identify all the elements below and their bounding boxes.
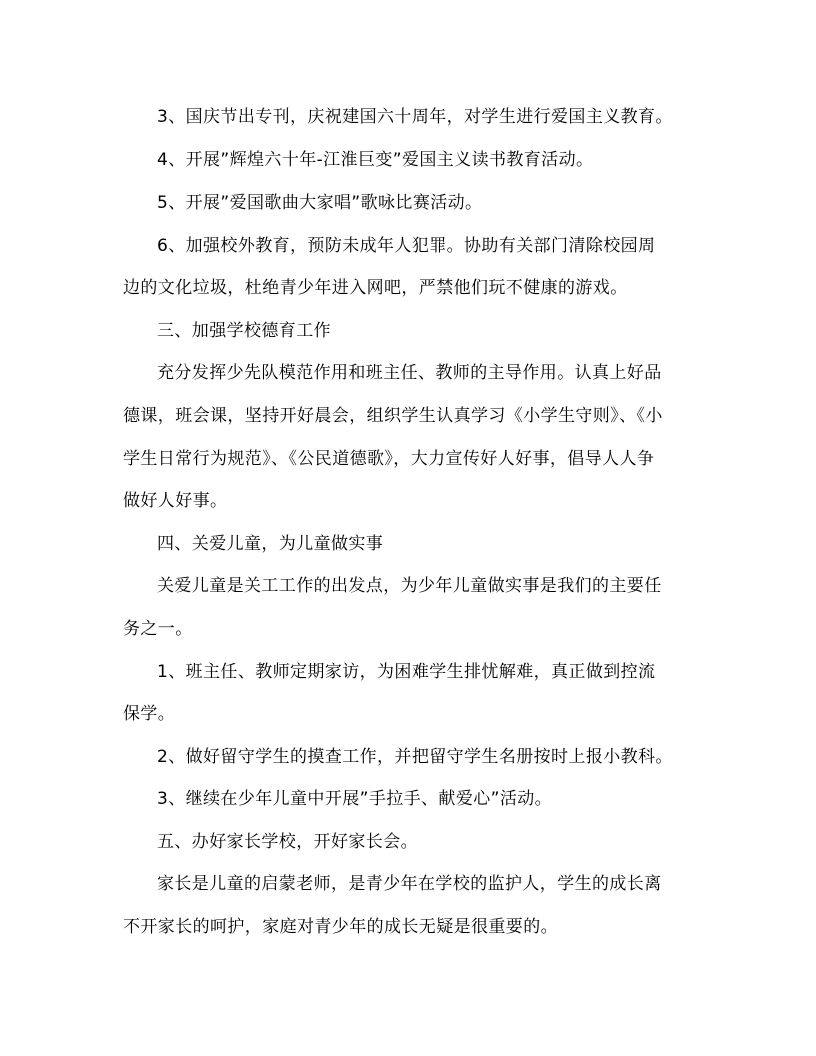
paragraph-care-children-line-1: 关爱儿童是关工工作的出发点，为少年儿童做实事是我们的主要任: [157, 576, 662, 596]
paragraph-moral-education-line-3: 学生日常行为规范》、《公民道德歌》，大力宣传好人好事，倡导人人争: [123, 449, 655, 469]
paragraph-parents-line-1: 家长是儿童的启蒙老师，是青少年在学校的监护人，学生的成长离: [157, 874, 662, 894]
paragraph-item-5-singing-contest: 5、开展”爱国歌曲大家唱”歌咏比赛活动。: [157, 193, 483, 213]
section-heading-4: 四、关爱儿童，为儿童做实事: [157, 534, 384, 554]
paragraph-item-4-reading-activity: 4、开展”辉煌六十年-江淮巨变”爱国主义读书教育活动。: [157, 150, 594, 170]
paragraph-moral-education-line-2: 德课，班会课，坚持开好晨会，组织学生认真学习《小学生守则》、《小: [123, 406, 663, 426]
section-heading-3: 三、加强学校德育工作: [157, 321, 331, 341]
paragraph-item-3-hand-in-hand: 3、继续在少年儿童中开展”手拉手、献爱心”活动。: [157, 789, 553, 809]
paragraph-item-1-home-visit-line-1: 1、班主任、教师定期家访，为困难学生排忧解难，真正做到控流: [157, 662, 656, 682]
paragraph-moral-education-line-4: 做好人好事。: [123, 491, 228, 511]
paragraph-item-6-line-1: 6、加强校外教育，预防未成年人犯罪。协助有关部门清除校园周: [157, 236, 656, 256]
paragraph-item-3-national-day: 3、国庆节出专刊，庆祝建国六十周年，对学生进行爱国主义教育。: [157, 107, 673, 127]
paragraph-care-children-line-2: 务之一。: [123, 619, 193, 639]
paragraph-item-6-line-2: 边的文化垃圾，杜绝青少年进入网吧，严禁他们玩不健康的游戏。: [123, 278, 628, 298]
section-heading-5: 五、办好家长学校，开好家长会。: [157, 832, 418, 852]
paragraph-item-2-left-behind-students: 2、做好留守学生的摸查工作，并把留守学生名册按时上报小教科。: [157, 747, 673, 767]
paragraph-item-1-home-visit-line-2: 保学。: [123, 704, 176, 724]
paragraph-parents-line-2: 不开家长的呵护，家庭对青少年的成长无疑是很重要的。: [123, 917, 558, 937]
paragraph-moral-education-line-1: 充分发挥少先队模范作用和班主任、教师的主导作用。认真上好品: [157, 363, 662, 383]
